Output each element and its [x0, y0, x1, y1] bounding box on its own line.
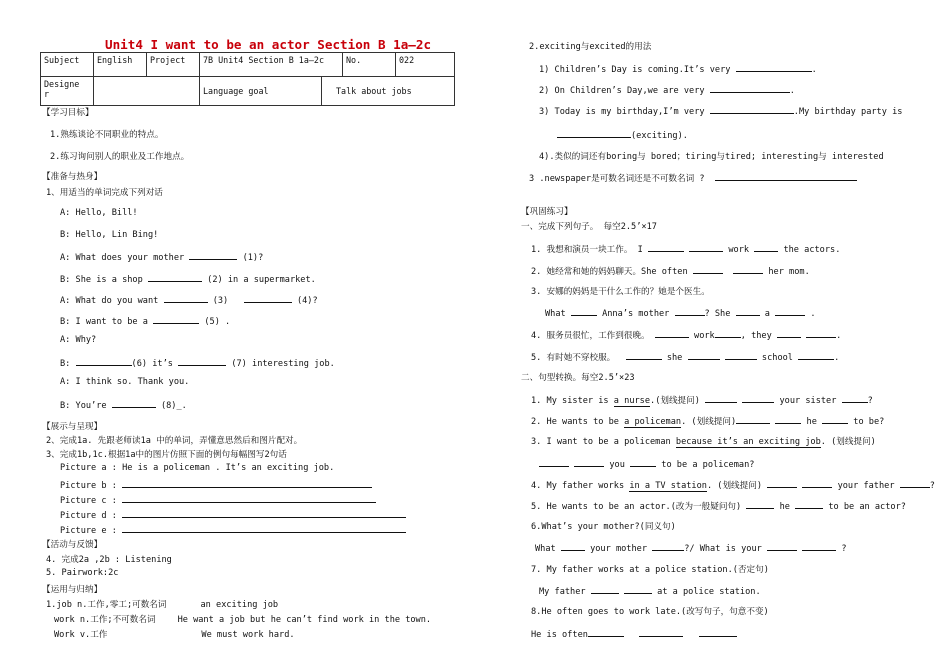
blank-2[interactable]	[148, 272, 202, 282]
heading-objective: 【学习目标】	[42, 108, 94, 118]
designer-value	[94, 77, 200, 106]
exciting-3: 3) Today is my birthday,I’m very .My birthday party is	[539, 104, 902, 117]
t4-blank-3[interactable]	[900, 478, 930, 488]
transform-8: 8.He often goes to work late.(改写句子，句意不变)	[531, 607, 769, 617]
picture-d-blank[interactable]	[122, 508, 406, 518]
transform-3b: you to be a policeman?	[539, 457, 754, 470]
heading-activity: 【活动与反馈】	[42, 540, 103, 550]
consolidate-instruction-2: 二、句型转换。每空2.5’×23	[521, 373, 635, 383]
t6-blank-3[interactable]	[767, 541, 797, 551]
c2-blank-2[interactable]	[733, 264, 763, 274]
t1-blank-2[interactable]	[742, 393, 774, 403]
heading-apply: 【运用与归纳】	[42, 585, 103, 595]
c2-blank-1[interactable]	[693, 264, 723, 274]
left-column	[40, 0, 460, 671]
complete-4: 4. 服务员很忙，工作到很晚。 work , they .	[531, 328, 841, 341]
newspaper-blank[interactable]	[715, 171, 857, 181]
picture-e: Picture e :	[60, 523, 406, 536]
transform-6b: What your mother ?/ What is your ?	[535, 541, 847, 554]
apply-3: Work v.工作 We must work hard.	[54, 630, 295, 640]
t7-blank-2[interactable]	[624, 584, 652, 594]
t5-blank-1[interactable]	[746, 499, 774, 509]
t6-blank-1[interactable]	[561, 541, 585, 551]
c4-blank-2[interactable]	[715, 328, 741, 338]
transform-2: 2. He wants to be a policeman. (划线提问) he to be?	[531, 414, 884, 427]
info-table	[40, 52, 455, 106]
exciting-blank-2[interactable]	[710, 83, 790, 93]
c5-blank-2[interactable]	[688, 350, 720, 360]
complete-5: 5. 有时她不穿校服。 she school .	[531, 350, 839, 363]
heading-show: 【展示与呈现】	[42, 422, 103, 432]
t4-blank-2[interactable]	[802, 478, 832, 488]
c5-blank-3[interactable]	[725, 350, 757, 360]
c3-blank-3[interactable]	[736, 306, 760, 316]
c5-blank-4[interactable]	[798, 350, 834, 360]
goal-label: Language goal	[200, 77, 322, 106]
worksheet-title: Unit4 I want to be an actor Section B 1a—2c	[105, 37, 432, 52]
blank-4[interactable]	[244, 293, 292, 303]
exciting-blank-3[interactable]	[710, 104, 794, 114]
show-1: 2、完成1a. 先跟老师读1a 中的单词，弄懂意思然后和图片配对。	[46, 436, 303, 446]
objective-1: 1.熟练谈论不同职业的特点。	[50, 130, 164, 140]
designer-label: Designe r	[41, 77, 94, 106]
picture-b: Picture b :	[60, 478, 372, 491]
picture-c-blank[interactable]	[122, 493, 376, 503]
transform-6: 6.What’s your mother?(同义句)	[531, 522, 676, 532]
picture-b-blank[interactable]	[122, 478, 372, 488]
blank-8[interactable]	[112, 398, 156, 408]
t5-blank-2[interactable]	[795, 499, 823, 509]
show-2: 3、完成1b,1c.根据1a中的图片仿照下面的例句每幅图写2句话	[46, 450, 287, 460]
newspaper-question: 3 .newspaper是可数名词还是不可数名词 ?	[529, 171, 857, 184]
goal-value: Talk about jobs	[322, 77, 455, 106]
t8-blank-1[interactable]	[588, 627, 624, 637]
exciting-blank-1[interactable]	[736, 62, 812, 72]
subject-value: English	[94, 53, 147, 77]
t7-blank-1[interactable]	[591, 584, 619, 594]
transform-7b: My father at a police station.	[539, 584, 761, 597]
exciting-1: 1) Children’s Day is coming.It’s very .	[539, 62, 817, 75]
objective-2: 2.练习询问别人的职业及工作地点。	[50, 152, 190, 162]
no-label: No.	[343, 53, 396, 77]
c4-blank-1[interactable]	[655, 328, 689, 338]
apply-1: 1.job n.工作,零工;可数名词 an exciting job	[46, 600, 279, 610]
picture-e-blank[interactable]	[122, 523, 406, 533]
picture-c: Picture c :	[60, 493, 376, 506]
heading-consolidate: 【巩固练习】	[521, 207, 573, 217]
t2-blank-3[interactable]	[822, 414, 848, 424]
transform-7: 7. My father works at a police station.(否定句)	[531, 565, 769, 575]
complete-2: 2. 她经常和她的妈妈聊天。She often her mom.	[531, 264, 810, 277]
t6-blank-2[interactable]	[652, 541, 684, 551]
right-column	[519, 0, 939, 671]
picture-d: Picture d :	[60, 508, 406, 521]
consolidate-instruction-1: 一、完成下列句子。 每空2.5’×17	[521, 222, 657, 232]
t6-blank-4[interactable]	[802, 541, 836, 551]
blank-7[interactable]	[178, 356, 226, 366]
dialog-line-9: A: I think so. Thank you.	[60, 377, 190, 387]
blank-1[interactable]	[189, 250, 237, 260]
c3-blank-4[interactable]	[775, 306, 805, 316]
dialog-line-3: A: What does your mother (1)?	[60, 250, 263, 263]
transform-3: 3. I want to be a policeman because it’s an exciting job. (划线提问)	[531, 437, 876, 447]
no-value: 022	[396, 53, 455, 77]
activity-1: 4. 完成2a ,2b : Listening	[46, 555, 172, 565]
dialog-line-6: B: I want to be a (5) .	[60, 314, 230, 327]
t3-blank-2[interactable]	[574, 457, 604, 467]
transform-5: 5. He wants to be an actor.(改为一般疑问句) he to be an actor?	[531, 499, 906, 512]
c4-blank-4[interactable]	[806, 328, 836, 338]
c3-blank-2[interactable]	[675, 306, 705, 316]
t8-blank-2[interactable]	[639, 627, 683, 637]
blank-3[interactable]	[164, 293, 208, 303]
c3-blank-1[interactable]	[571, 306, 597, 316]
complete-1: 1. 我想和演员一块工作。 I work the actors.	[531, 242, 840, 255]
t3-blank-3[interactable]	[630, 457, 656, 467]
exciting-4: 4).类似的词还有boring与 bored；tiring与tired; interesting与 interested	[539, 152, 884, 162]
t1-blank-1[interactable]	[705, 393, 737, 403]
c5-blank-1[interactable]	[626, 350, 662, 360]
project-value: 7B Unit4 Section B 1a—2c	[200, 53, 343, 77]
c1-blank-1[interactable]	[648, 242, 684, 252]
transform-8b: He is often	[531, 627, 737, 640]
complete-3: 3. 安娜的妈妈是干什么工作的？她是个医生。	[531, 287, 710, 297]
project-label: Project	[147, 53, 200, 77]
transform-1: 1. My sister is a nurse.(划线提问) your sister ?	[531, 393, 873, 406]
exciting-blank-4[interactable]	[557, 128, 631, 138]
dialog-line-2: B: Hello, Lin Bing!	[60, 230, 159, 240]
c1-blank-2[interactable]	[689, 242, 723, 252]
t1-blank-3[interactable]	[842, 393, 868, 403]
dialog-line-4: B: She is a shop (2) in a supermarket.	[60, 272, 316, 285]
t2-blank-2[interactable]	[775, 414, 801, 424]
dialog-line-5: A: What do you want (3) (4)?	[60, 293, 318, 306]
dialog-line-10: B: You’re (8)_.	[60, 398, 187, 411]
t4-blank-1[interactable]	[767, 478, 797, 488]
activity-2: 5. Pairwork:2c	[46, 568, 119, 578]
warmup-instruction: 1、用适当的单词完成下列对话	[46, 188, 163, 198]
blank-5[interactable]	[153, 314, 199, 324]
heading-warmup: 【准备与热身】	[42, 172, 103, 182]
exciting-3-cont: (exciting).	[557, 128, 688, 141]
blank-6[interactable]	[76, 356, 132, 366]
exciting-2: 2) On Children’s Day,we are very .	[539, 83, 795, 96]
t2-blank-1[interactable]	[736, 414, 770, 424]
c4-blank-3[interactable]	[777, 328, 801, 338]
t3-blank-1[interactable]	[539, 457, 569, 467]
heading-exciting: 2.exciting与excited的用法	[529, 42, 652, 52]
dialog-line-7: A: Why?	[60, 335, 97, 345]
t8-blank-3[interactable]	[699, 627, 737, 637]
apply-2: work n.工作;不可数名词 He want a job but he can’t find work in the town.	[54, 615, 432, 625]
dialog-line-1: A: Hello, Bill!	[60, 208, 138, 218]
transform-4: 4. My father works in a TV station. (划线提问) your father ?	[531, 478, 935, 491]
picture-a: Picture a : He is a policeman . It’s an exciting job.	[60, 463, 335, 473]
c1-blank-3[interactable]	[754, 242, 778, 252]
subject-label: Subject	[41, 53, 94, 77]
complete-3b: What Anna’s mother ? She a .	[545, 306, 816, 319]
dialog-line-8: B: (6) it’s (7) interesting job.	[60, 356, 335, 369]
